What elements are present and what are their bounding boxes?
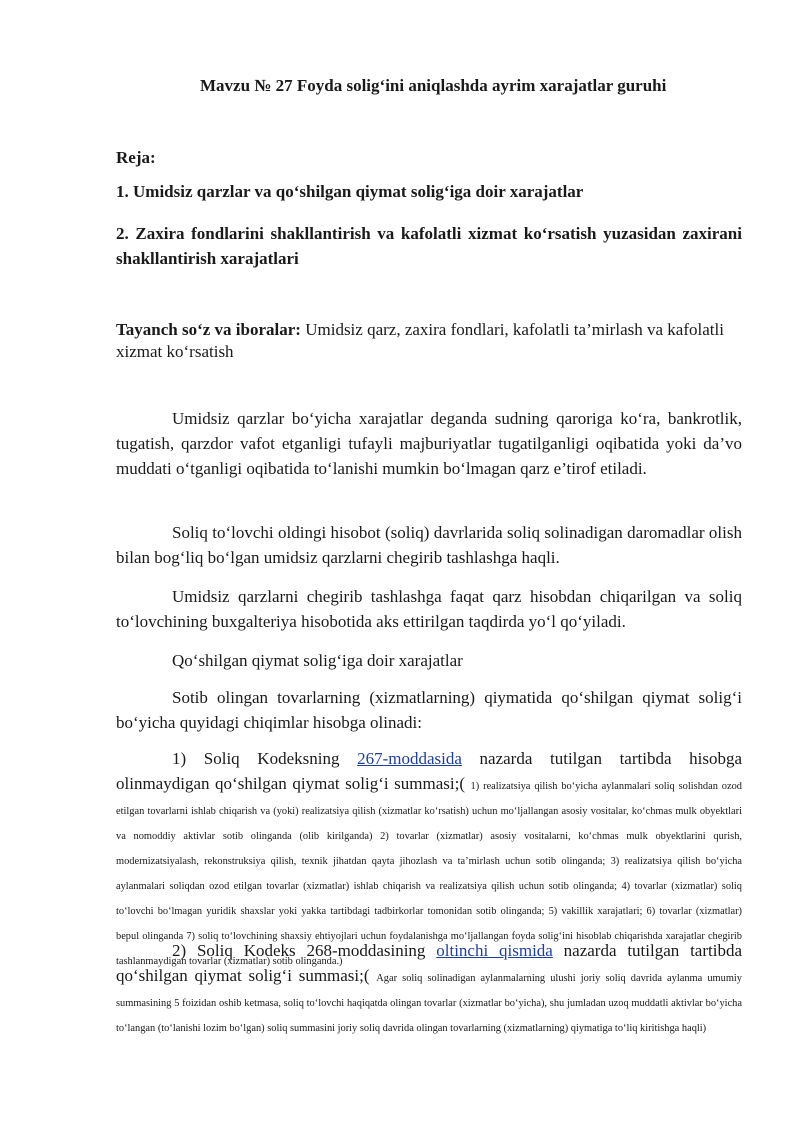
sixth-part-link[interactable]: oltinchi qismida	[436, 941, 553, 960]
paragraph-bad-debts-definition: Umidsiz qarzlar bo‘yicha xarajatlar deganda sudning qaroriga ko‘ra, bankrotlik, tugatish, qarzdor vafot etganligi tufayli majburiyatlar tugatilganligi oqibatida yoki da’vo muddati o‘tganligi oqibatida to‘lanishi mumkin bo‘lmagan qarz e’tirof etiladi.	[116, 409, 742, 478]
plan-heading: Reja:	[116, 148, 156, 167]
item-2-start: 2) Soliq Kodeks 268-moddasining	[172, 941, 437, 960]
plan-item-2: 2. Zaxira fondlarini shakllantirish va kafolatli xizmat ko‘rsatish yuzasidan zaxirani shakllantirish xarajatlari	[116, 224, 742, 268]
keywords-section	[116, 319, 742, 363]
keywords-label: Tayanch so‘z va iboralar:	[116, 320, 301, 339]
item-2-note: Agar soliq solinadigan aylanmalarning ulushi joriy soliq davrida aylanma umumiy summasining 5 foizidan oshib ketmasa, soliq to‘lovchi haqiqatda olingan tovarlar (xizmatlar bo‘yicha), shu jumladan uzoq muddatli aktivlar bo‘yicha to‘langan (to‘lanishi lozim bo‘lgan) soliq summasini joriy soliq davrida olingan tovarlarning (xizmatlarning) qiymatiga to‘liq kiritishga haqli)	[116, 973, 742, 1034]
item-1-middle: nazarda tutilgan tartibda hisobga olinmaydigan qo‘shilgan qiymat solig‘i summasi;(	[116, 749, 742, 793]
page-title: Mavzu № 27 Foyda solig‘ini aniqlashda ayrim xarajatlar guruhi	[200, 76, 667, 95]
item-2-middle: nazarda tutilgan tartibda qo‘shilgan qiymat solig‘i summasi;(	[116, 941, 742, 985]
item-1-start: 1) Soliq Kodeksning	[172, 749, 358, 768]
paragraph-deduction-right: Soliq to‘lovchi oldingi hisobot (soliq) davrlarida soliq solinadigan daromadlar olish bilan bog‘liq bo‘lgan umidsiz qarzlarni chegirib tashlashga haqli.	[116, 523, 742, 567]
item-1-note: 1) realizatsiya qilish bo‘yicha aylanmalari soliq solishdan ozod etilgan tovarlarni ishlab chiqarish va (yoki) realizatsiya qilish (xizmatlar ko‘rsatish) uchun mo‘ljallangan asosiy vositalar, ko‘chmas mulk obyektlari va nomoddiy aktivlar sotib olinganda (olib kirilganda) 2) tovarlar (xizmatlar) asosiy vositalarni, ko‘chmas mulk obyektlarini qurish, modernizatsiyalash, rekonstruksiya qilish, texnik jihatdan qayta jihozlash va ta’mirlash uchun sotib olinganda; 3) realizatsiya qilish bo‘yicha aylanmalari soliqdan ozod etilgan tovarlar (xizmatlar) ishlab chiqarish va realizatsiya qilish uchun sotib olinganda; 4) tovarlar (xizmatlar) soliq to‘lovchi bo‘lmagan yuridik shaxslar yoki yakka tartibdagi tadbirkorlar tomonidan sotib olinganda; 5) vakillik xarajatlari; 6) tovarlar (xizmatlar) bepul olinganda 7) soliq to‘lovchining shaxsiy ehtiyojlari uchun foydalanishga mo‘ljallangan foyda solig‘ini hisoblab chiqarishda xarajatlar chegirib tashlanmaydigan tovarlar (xizmatlar) sotib olinganda.)	[116, 781, 742, 967]
plan-item-1: 1. Umidsiz qarzlar va qo‘shilgan qiymat solig‘iga doir xarajatlar	[116, 182, 584, 201]
keywords-text: Umidsiz qarz, zaxira fondlari, kafolatli ta’mirlash va kafolatli xizmat ko‘rsatish	[116, 320, 724, 361]
paragraph-deduction-condition: Umidsiz qarzlarni chegirib tashlashga faqat qarz hisobdan chiqarilgan va soliq to‘lovchining buxgalteriya hisobotida aks ettirilgan taqdirda yo‘l qo‘yiladi.	[116, 587, 742, 631]
article-267-link[interactable]: 267-moddasida	[357, 749, 462, 768]
paragraph-item-2	[116, 938, 742, 1038]
paragraph-vat-heading: Qo‘shilgan qiymat solig‘iga doir xarajatlar	[172, 651, 463, 670]
paragraph-vat-intro: Sotib olingan tovarlarning (xizmatlarning) qiymatida qo‘shilgan qiymat solig‘i bo‘yicha quyidagi chiqimlar hisobga olinadi:	[116, 688, 742, 732]
